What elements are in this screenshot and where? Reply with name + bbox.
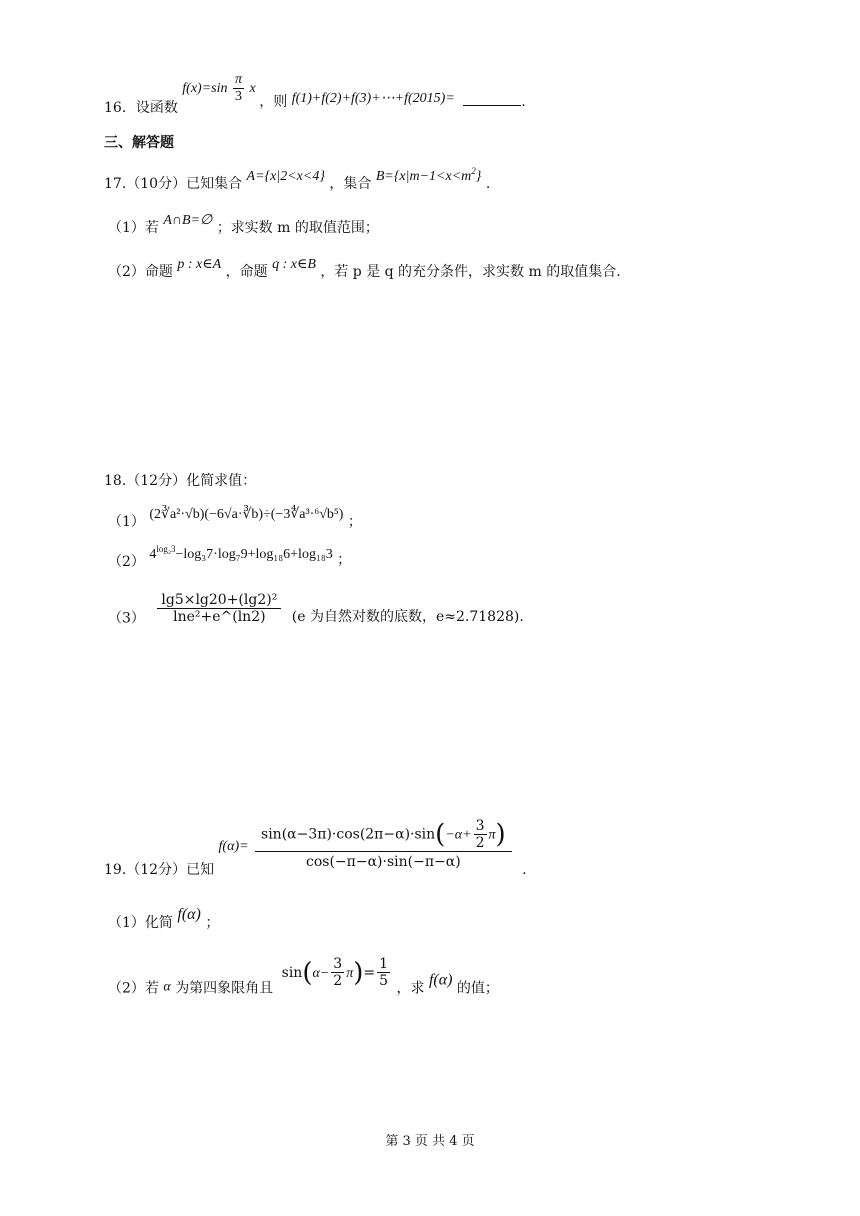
q16-function: f(x)=sin $\frac{\pi}{3}$ x bbox=[182, 72, 256, 105]
q17-label: 17.（10分）已知集合 bbox=[104, 176, 243, 192]
question-17: 17.（10分）已知集合 A={x|2<x<4} ，集合 $B=\{x|m-1<x<m^2\}$ . bbox=[104, 166, 491, 192]
q18-p3-note: (e 为自然对数的底数，e≈2.71828). bbox=[291, 608, 524, 625]
q18-part-1: （1） (2∛a²·√b)(−6√a·∛b)÷(−3∜a³·⁶√b⁵) ； bbox=[108, 507, 362, 530]
q19-part-1: （1）化简 f(α) ； bbox=[108, 906, 220, 931]
q19-label: 19.（12分）已知 bbox=[104, 862, 215, 879]
q17-part-1: （1）若 A∩B=∅ ；求实数 m 的取值范围； bbox=[108, 213, 379, 236]
q19-part-2: （2）若 α 为第四象限角且 sin(α− $\frac{3}{2}$ π)= $\frac{1}{5}$ ，求 f(α) 的值； bbox=[108, 956, 499, 997]
q19-p2-condition: sin(α− $\frac{3}{2}$ π)= $\frac{1}{5}$ bbox=[281, 956, 389, 990]
section-heading: 三、解答题 bbox=[104, 135, 174, 151]
q18-part-2: （2） $4^{log_23}-\log_37\cdot\log_79+\log_{18}6+\log_{18}3$ ； bbox=[108, 544, 352, 570]
q17-proposition-p: p : x∈A bbox=[177, 257, 222, 272]
q18-part-3: （3） $\frac{\text{lg5×lg20+(lg2)²}}{\text{lne²+e\textasciicircum{}(ln2)}}$ (e 为自然对数的底数，e≈2.71828). bbox=[108, 592, 524, 627]
q16-label: 16．设函数 bbox=[104, 99, 178, 116]
question-18: 18.（12分）化简求值： bbox=[104, 473, 257, 489]
page-footer: 第 3 页 共 4 页 bbox=[385, 1134, 475, 1149]
q17-proposition-q: q : x∈B bbox=[272, 257, 316, 272]
q17-part-2: （2）命题 p : x∈A ，命题 q : x∈B ，若 p 是 q 的充分条件，求实数 m 的取值集合. bbox=[108, 257, 621, 280]
q19-definition-fraction: sin(α−3π)·cos(2π−α)·sin(−α+ $\frac{3}{2}$ π) cos(−π−α)·sin(−π−α) bbox=[255, 818, 512, 870]
q18-p2-expression: $4^{log_23}-\log_37\cdot\log_79+\log_{18}6+\log_{18}3$ bbox=[149, 544, 333, 562]
question-16: 16．设函数 f(x)=sin $\frac{\pi}{3}$ x ，则 f(1)+f(2)+f(3)+⋯+f(2015)= . bbox=[104, 72, 526, 116]
q19-f-lhs: f(α)= bbox=[218, 839, 249, 855]
q18-p3-fraction: $\frac{\text{lg5×lg20+(lg2)²}}{\text{lne²+e\textasciicircum{}(ln2)}}$ bbox=[157, 592, 281, 625]
q18-p1-expression: (2∛a²·√b)(−6√a·∛b)÷(−3∜a³·⁶√b⁵) bbox=[149, 507, 344, 522]
q16-middle: ，则 bbox=[259, 93, 288, 110]
q17-p1-condition: A∩B=∅ bbox=[163, 213, 213, 228]
q16-sum-expression: f(1)+f(2)+f(3)+⋯+f(2015)= bbox=[291, 90, 455, 106]
q17-set-a: A={x|2<x<4} bbox=[246, 169, 325, 184]
answer-blank bbox=[463, 93, 521, 106]
q19-p2-f-alpha: f(α) bbox=[428, 971, 453, 989]
q19-p1-f-alpha: f(α) bbox=[177, 906, 201, 923]
question-19: 19.（12分）已知 f(α)= sin(α−3π)·cos(2π−α)·sin(−α+ $\frac{3}{2}$ π) cos(−π−α)·sin(−π−α) . bbox=[104, 818, 527, 879]
q17-set-b: $B=\{x|m-1<x<m^2\}$ bbox=[375, 166, 482, 184]
